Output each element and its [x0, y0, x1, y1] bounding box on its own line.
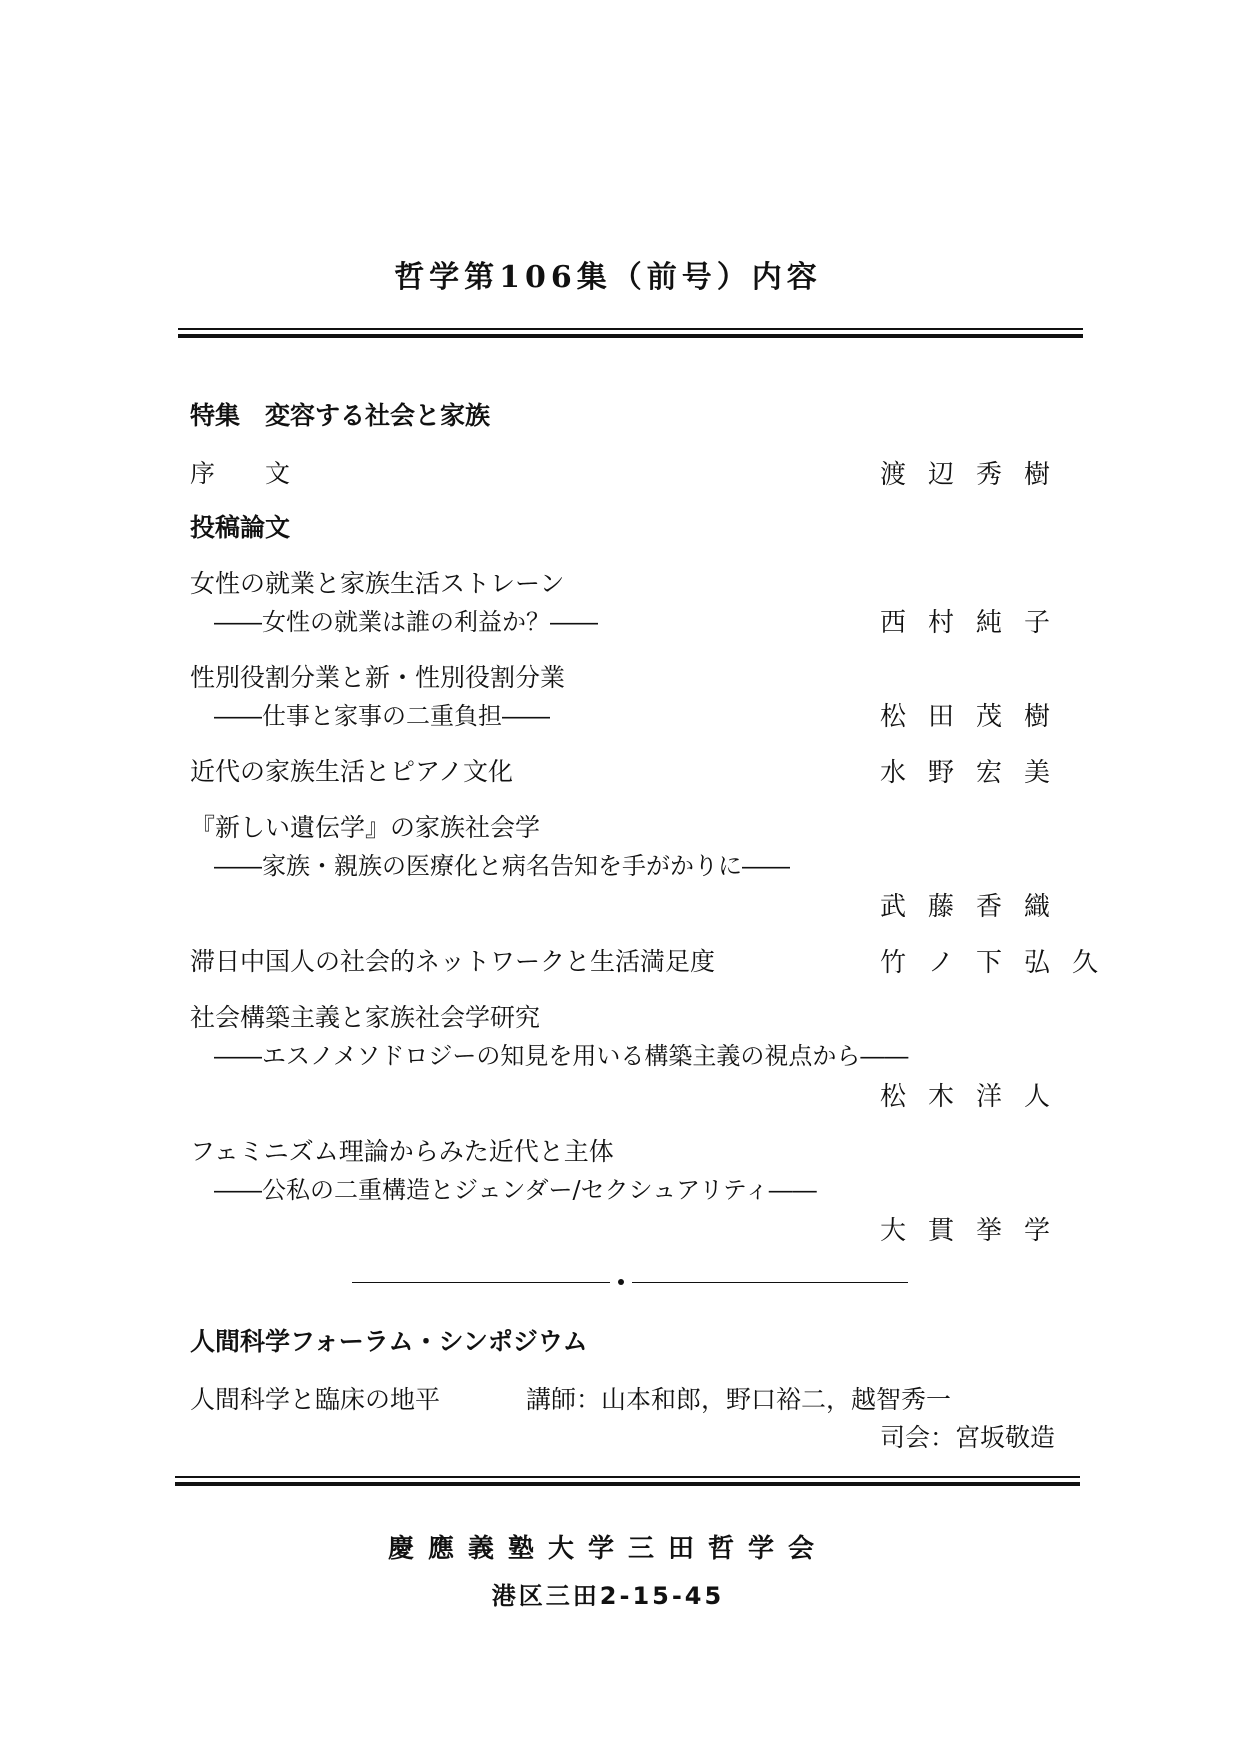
- article-author: 松田茂樹: [880, 702, 1073, 732]
- article-title: フェミニズム理論からみた近代と主体: [190, 1137, 614, 1166]
- top-rule-thick: [178, 334, 1083, 338]
- article-subtitle: ――エスノメソドロジーの知見を用いる構築主義の視点から――: [214, 1042, 909, 1070]
- article-title: 社会構築主義と家族社会学研究: [190, 1003, 541, 1032]
- section-divider-left: [352, 1282, 610, 1283]
- section-divider-dot: [618, 1279, 624, 1285]
- symposium-lecturers: 講師：山本和郎，野口裕二，越智秀一: [526, 1385, 952, 1414]
- bottom-rule-thin: [175, 1476, 1080, 1478]
- article-author: 松木洋人: [880, 1082, 1073, 1112]
- article-title: 滞日中国人の社会的ネットワークと生活満足度: [190, 947, 716, 976]
- article-subtitle: ――家族・親族の医療化と病名告知を手がかりに――: [214, 852, 790, 880]
- publisher-name: 慶應義塾大学三田哲学会: [387, 1534, 828, 1564]
- top-rule-thin: [178, 328, 1083, 330]
- article-author: 竹ノ下弘久: [880, 948, 1121, 978]
- article-author: 武藤香織: [880, 892, 1073, 922]
- article-title: 『新しい遺伝学』の家族社会学: [190, 813, 541, 842]
- article-title: 近代の家族生活とピアノ文化: [190, 757, 514, 786]
- article-title: 女性の就業と家族生活ストレーン: [190, 569, 565, 598]
- article-subtitle: ――女性の就業は誰の利益か？――: [214, 608, 598, 636]
- article-author: 大貫挙学: [880, 1216, 1073, 1246]
- article-author: 西村純子: [880, 608, 1073, 638]
- article-title: 性別役割分業と新・性別役割分業: [190, 663, 566, 692]
- symposium-title: 人間科学と臨床の地平: [190, 1385, 441, 1414]
- preface-author: 渡辺秀樹: [880, 460, 1073, 490]
- symposium-moderator: 司会：宮坂敬造: [880, 1423, 1056, 1452]
- preface-label: 序 文: [190, 459, 291, 488]
- symposium-heading: 人間科学フォーラム・シンポジウム: [190, 1327, 588, 1356]
- submitted-papers-heading: 投稿論文: [190, 513, 291, 542]
- article-subtitle: ――公私の二重構造とジェンダー/セクシュアリティ――: [214, 1176, 817, 1204]
- page-title: 哲学第106集（前号）内容: [394, 260, 822, 295]
- section-divider-right: [632, 1282, 908, 1283]
- publisher-address: 港区三田2-15-45: [491, 1582, 725, 1610]
- bottom-rule-thick: [175, 1482, 1080, 1486]
- feature-heading: 特集 変容する社会と家族: [190, 401, 491, 430]
- article-subtitle: ――仕事と家事の二重負担――: [214, 702, 550, 730]
- article-author: 水野宏美: [880, 758, 1073, 788]
